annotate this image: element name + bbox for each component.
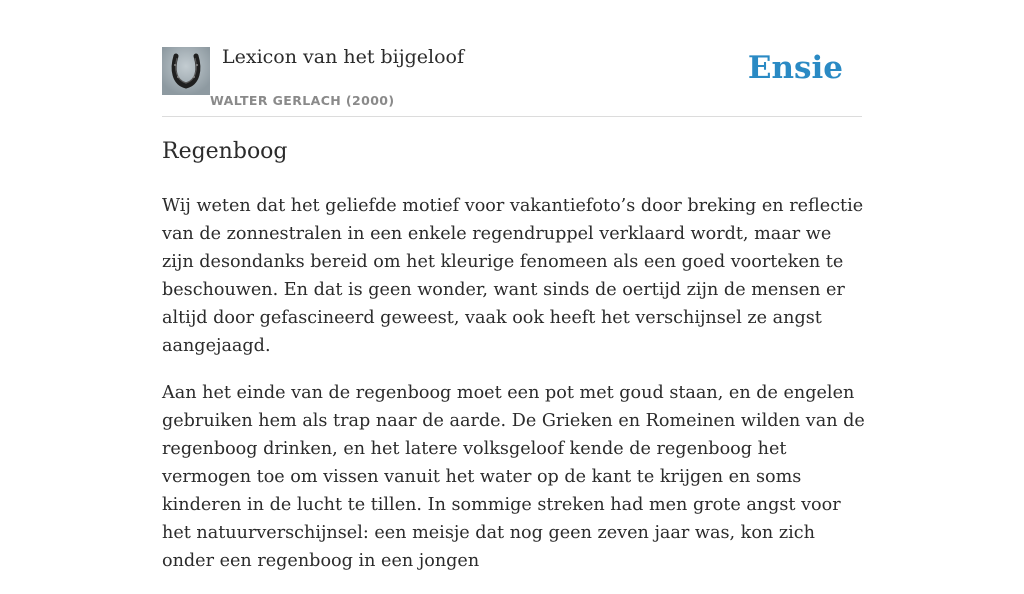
paragraph-1: Wij weten dat het geliefde motief voor vakantiefoto’s door breking en reflectie van de zonnestralen in een enkele regendruppel verklaard wordt, maar we zijn desondanks bereid om het kleurige fenomeen als een goed voorteken te beschouwen. En dat is geen wonder, want sinds de oertijd zijn de mensen er altijd door gefascineerd geweest, vaak ook heeft het verschijnsel ze angst aangejaagd. [162,196,864,356]
book-title[interactable]: Lexicon van het bijgeloof [222,46,465,68]
header [162,40,862,117]
author-label: WALTER GERLACH (2000) [210,93,395,108]
paragraph-2: Aan het einde van de regenboog moet een pot met goud staan, en de engelen gebruiken hem als trap naar de aarde. De Grieken en Romeinen wilden van de regenboog drinken, en het latere volksgeloof kende de regenboog het vermogen toe om vissen vanuit het water op de kant te krijgen en soms kinderen in de lucht te tillen. In sommige streken had men grote angst voor het natuurverschijnsel: een meisje dat nog geen zeven jaar was, kon zich onder een regenboog in een jongen [162,383,865,571]
horseshoe-icon[interactable] [162,47,210,95]
entry-body [162,192,866,594]
ensie-logo[interactable]: Ensie [747,50,843,86]
entry-title: Regenboog [162,139,288,164]
